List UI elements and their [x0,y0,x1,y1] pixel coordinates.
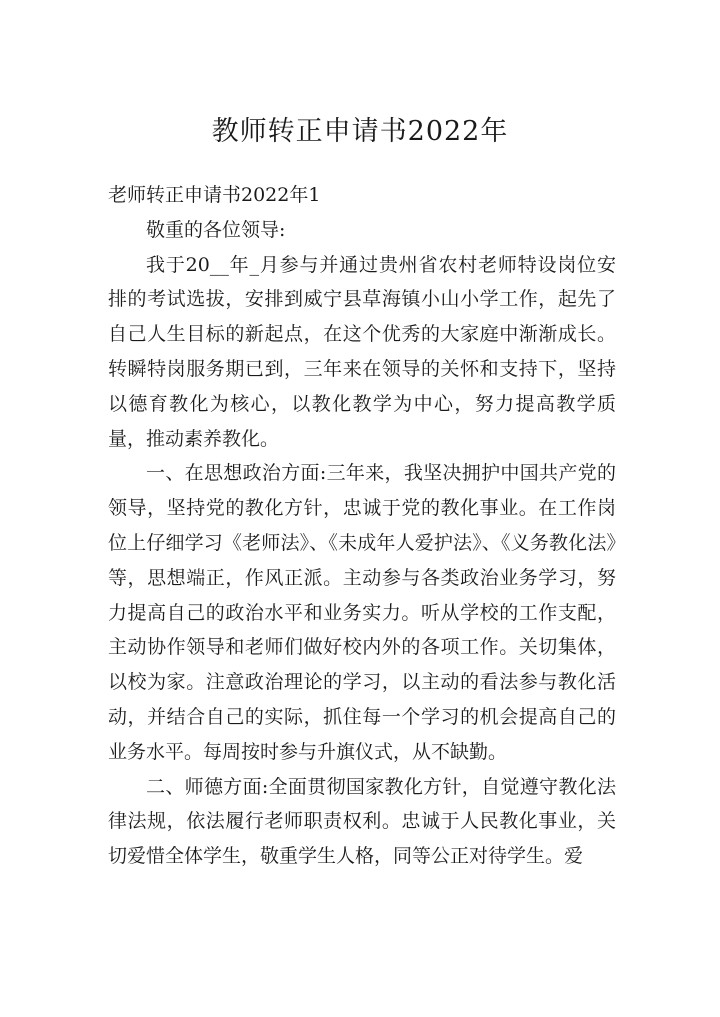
document-paragraph: 二、师德方面:全面贯彻国家教化方针，自觉遵守教化法律法规，依法履行老师职责权利。忠诚于人民教化事业，关切爱惜全体学生，敬重学生人格，同等公正对待学生。爱 [108,775,616,868]
document-paragraph: 一、在思想政治方面:三年来，我坚决拥护中国共产党的领导，坚持党的教化方针，忠诚于党的教化事业。在工作岗位上仔细学习《老师法》、《未成年人爱护法》、《义务教化法》等，思想端正，作风正派。主动参与各类政治业务学习，努力提高自己的政治水平和业务实力。听从学校的工作支配，主动协作领导和老师们做好校内外的各项工作。关切集体，以校为家。注意政治理论的学习，以主动的看法参与教化活动，并结合自己的实际，抓住每一个学习的机会提高自己的业务水平。每周按时参与升旗仪式，从不缺勤。 [108,462,616,763]
document-body [108,178,616,874]
document-paragraph: 敬重的各位领导: [146,218,286,241]
document-paragraph: 我于20__年_月参与并通过贵州省农村老师特设岗位安排的考试选拔，安排到威宁县草海镇小山小学工作，起先了自己人生目标的新起点，在这个优秀的大家庭中渐渐成长。转瞬特岗服务期已到，三年来在领导的关怀和支持下，坚持以德育教化为核心，以教化教学为中心，努力提高教学质量，推动素养教化。 [108,253,616,450]
document-title: 教师转正申请书2022年 [211,116,509,147]
document-paragraph: 老师转正申请书2022年1 [108,184,321,206]
